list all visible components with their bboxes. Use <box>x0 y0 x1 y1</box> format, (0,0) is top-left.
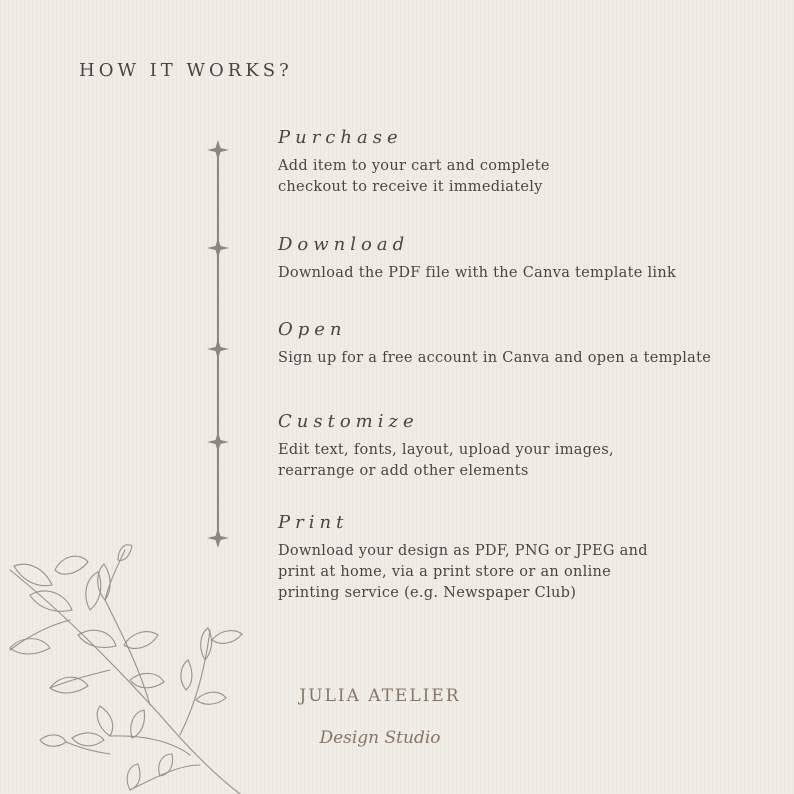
step-description: Download the PDF file with the Canva template link <box>278 265 677 281</box>
step-title: Print <box>278 512 349 533</box>
sparkle-icon <box>207 238 229 258</box>
sparkle-icon <box>207 140 229 160</box>
step-customize <box>278 411 778 482</box>
sparkle-icon <box>207 432 229 452</box>
step-description: Add item to your cart and complete checkout to receive it immediately <box>278 158 550 195</box>
step-purchase <box>278 127 778 198</box>
step-title: Open <box>278 319 347 340</box>
step-description: Edit text, fonts, layout, upload your images, rearrange or add other elements <box>278 442 614 479</box>
sparkle-icon <box>207 339 229 359</box>
brand-name: JULIA ATELIER <box>299 686 461 706</box>
step-print <box>278 512 778 604</box>
step-download <box>278 234 778 284</box>
step-description: Download your design as PDF, PNG or JPEG and print at home, via a print store or an online printing service (e.g. Newspaper Club) <box>278 543 648 601</box>
step-title: Download <box>278 234 410 255</box>
step-title: Purchase <box>278 127 403 148</box>
page-title: HOW IT WORKS? <box>79 60 293 81</box>
step-description: Sign up for a free account in Canva and open a template <box>278 350 712 366</box>
step-open <box>278 319 778 369</box>
leaf-branch-illustration <box>0 540 260 794</box>
brand-tagline: Design Studio <box>319 728 441 748</box>
step-title: Customize <box>278 411 419 432</box>
